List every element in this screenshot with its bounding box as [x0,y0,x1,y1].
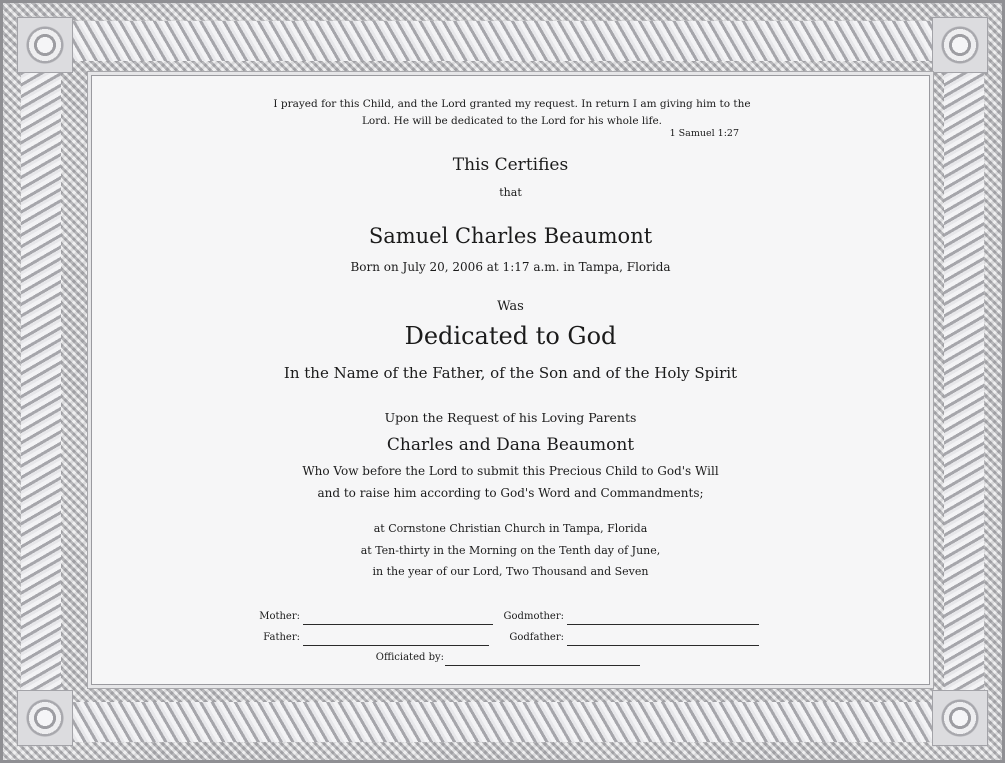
was-text: Was [497,299,524,314]
godmother-signature-line[interactable] [567,624,759,625]
certifies-heading: This Certifies [452,155,569,175]
frame-border-right [944,21,984,742]
trinity-line: In the Name of the Father, of the Son and of the Holy Spirit [283,364,738,382]
father-label: Father: [263,632,300,643]
church-line: at Cornstone Christian Church in Tampa, Florida [373,522,648,535]
mother-signature-line[interactable] [303,624,493,625]
child-name: Samuel Charles Beaumont [368,224,653,248]
that-text: that [499,186,522,199]
birth-info: Born on July 20, 2006 at 1:17 a.m. in Tampa, Florida [350,260,671,274]
godfather-label: Godfather: [509,632,564,643]
scripture-reference: 1 Samuel 1:27 [669,128,739,139]
mother-label: Mother: [259,611,300,622]
father-signature-line[interactable] [303,645,489,646]
ceremony-year-line: in the year of our Lord, Two Thousand and Seven [372,565,649,578]
certificate-paper [91,75,930,685]
parents-request-line: Upon the Request of his Loving Parents [384,410,637,425]
godfather-signature-line[interactable] [567,645,759,646]
dedication-title: Dedicated to God [404,322,617,350]
vow-line-2: and to raise him according to God's Word and Commandments; [317,486,704,500]
frame-border-bottom [21,702,984,742]
vow-line-1: Who Vow before the Lord to submit this Precious Child to God's Will [302,464,719,478]
scripture-verse: I prayed for this Child, and the Lord granted my request. In return I am giving him to the Lord. He will be dedicated to the Lord for his whole life. [273,98,751,127]
frame-border-left [21,21,61,742]
frame-corner-ornament [932,17,988,73]
frame-corner-ornament [932,690,988,746]
godmother-label: Godmother: [503,611,564,622]
officiant-signature-line[interactable] [445,665,640,666]
frame-border-top [21,21,984,61]
frame-corner-ornament [17,690,73,746]
officiated-label: Officiated by: [375,652,444,663]
parents-names: Charles and Dana Beaumont [386,435,635,455]
ceremony-time-line: at Ten-thirty in the Morning on the Tenth day of June, [360,544,661,557]
frame-corner-ornament [17,17,73,73]
